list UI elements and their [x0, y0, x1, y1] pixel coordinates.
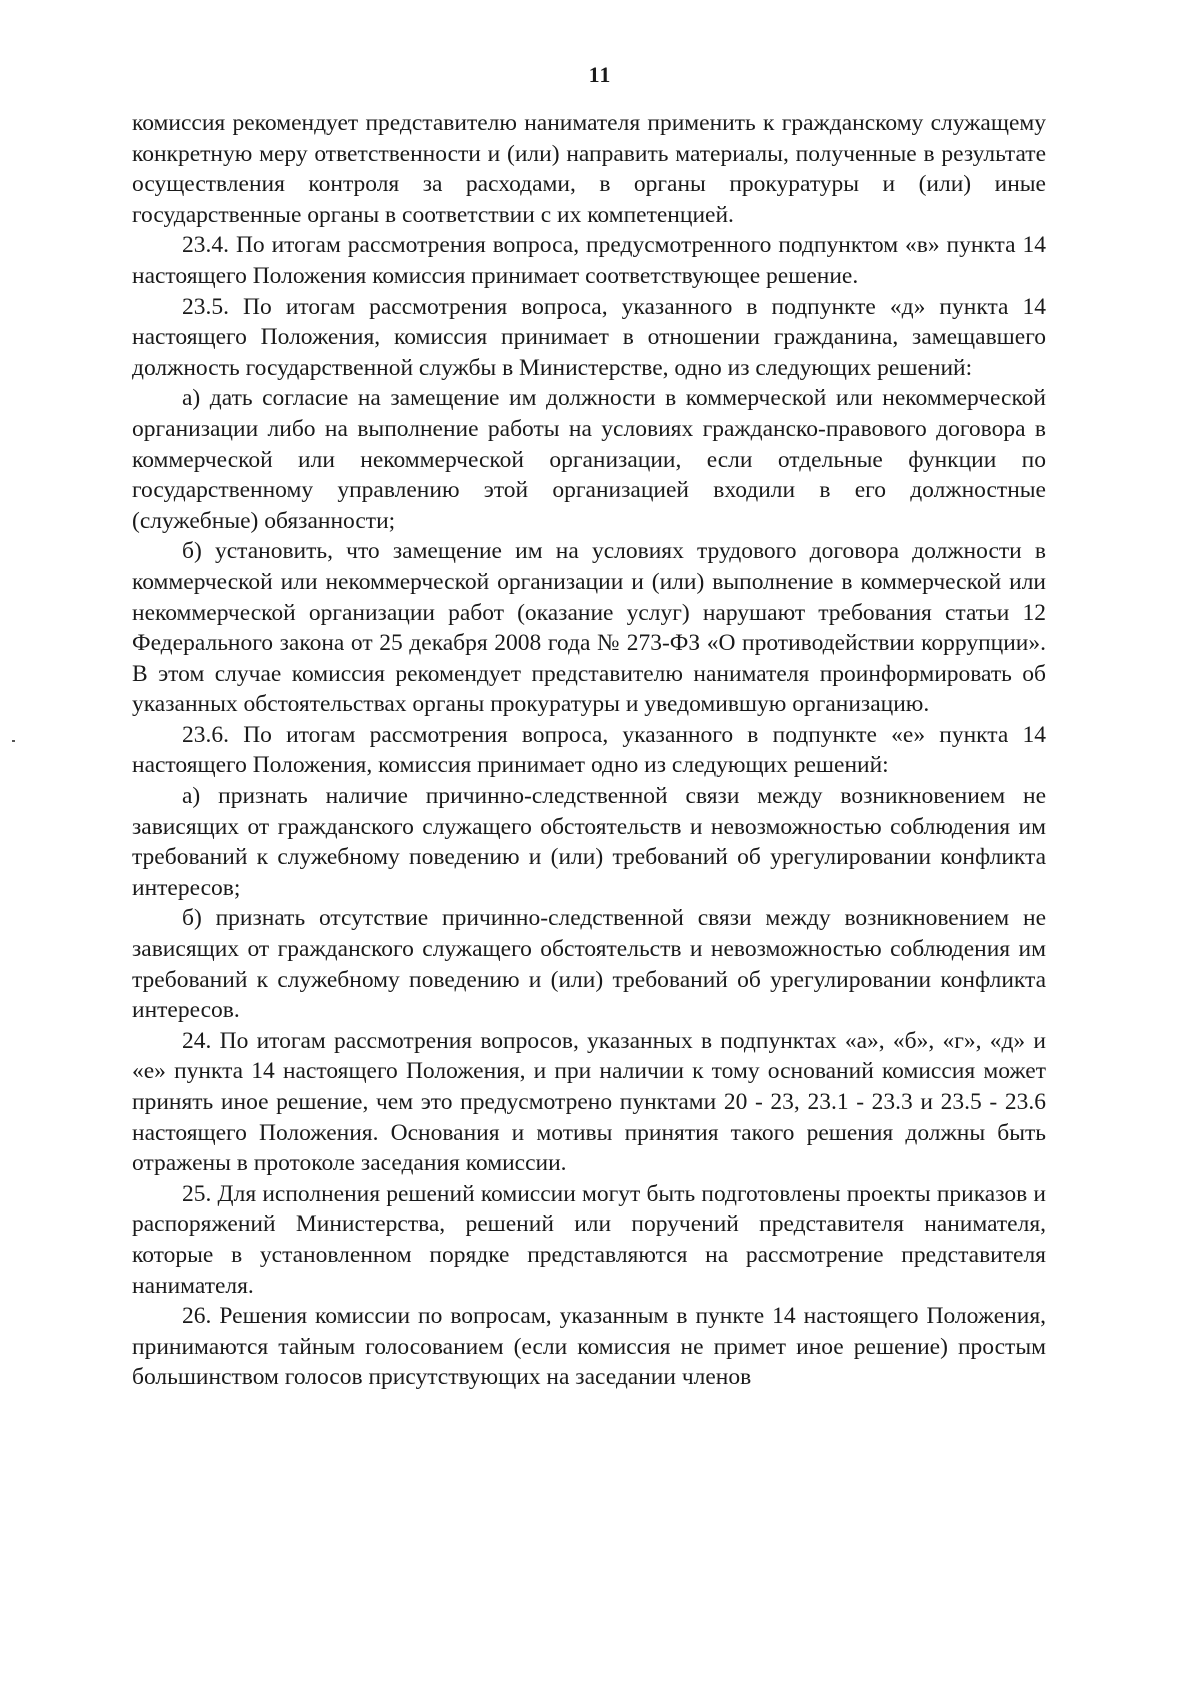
- paragraph-23-6: 23.6. По итогам рассмотрения вопроса, указанного в подпункте «е» пункта 14 настоящего Положения, комиссия принимает одно из следующих решений:: [132, 721, 1046, 779]
- scan-speck: [12, 740, 15, 742]
- document-body: [132, 108, 1046, 1393]
- paragraph-23-5-b: б) установить, что замещение им на условиях трудового договора должности в коммерческой или некоммерческой организации и (или) выполнение в коммерческой или некоммерческой организации работ (оказание услуг) нарушают требования статьи 12 Федерального закона от 25 декабря 2008 года № 273-ФЗ «О противодействии коррупции». В этом случае комиссия рекомендует представителю нанимателя проинформировать об указанных обстоятельствах органы прокуратуры и уведомившую организацию.: [132, 538, 1046, 718]
- paragraph-25: 25. Для исполнения решений комиссии могут быть подготовлены проекты приказов и распоряжений Министерства, решений или поручений представителя нанимателя, которые в установленном порядке представляются на рассмотрение представителя нанимателя.: [132, 1180, 1046, 1299]
- paragraph-23-6-b: б) признать отсутствие причинно-следственной связи между возникновением не зависящих от гражданского служащего обстоятельств и невозможностью соблюдения им требований к служебному поведению и (или) требований об урегулировании конфликта интересов.: [132, 905, 1046, 1024]
- paragraph-23-5-a: а) дать согласие на замещение им должности в коммерческой или некоммерческой организации либо на выполнение работы на условиях гражданско-правового договора в коммерческой или некоммерческой организации, если отдельные функции по государственному управлению этой организацией входили в его должностные (служебные) обязанности;: [132, 385, 1046, 534]
- paragraph-23-4: 23.4. По итогам рассмотрения вопроса, предусмотренного подпунктом «в» пункта 14 настоящего Положения комиссия принимает соответствующее решение.: [132, 232, 1046, 289]
- paragraph-23-6-a: а) признать наличие причинно-следственной связи между возникновением не зависящих от гражданского служащего обстоятельств и невозможностью соблюдения им требований к служебному поведению и (или) требований об урегулировании конфликта интересов;: [132, 783, 1046, 901]
- paragraph-24: 24. По итогам рассмотрения вопросов, указанных в подпунктах «а», «б», «г», «д» и «е» пункта 14 настоящего Положения, и при наличии к тому оснований комиссия может принять иное решение, чем это предусмотрено пунктами 20 - 23, 23.1 - 23.3 и 23.5 - 23.6 настоящего Положения. Основания и мотивы принятия такого решения должны быть отражены в протоколе заседания комиссии.: [132, 1027, 1046, 1177]
- paragraph-26: 26. Решения комиссии по вопросам, указанным в пункте 14 настоящего Положения, принимаются тайным голосованием (если комиссия не примет иное решение) простым большинством голосов присутствующих на заседании членов: [132, 1303, 1046, 1391]
- paragraph-commission-recommendation: комиссия рекомендует представителю нанимателя применить к гражданскому служащему конкретную меру ответственности и (или) направить материалы, полученные в результате осуществления контроля за расходами, в органы прокуратуры и (или) иные государственные органы в соответствии с их компетенцией.: [132, 110, 1046, 228]
- paragraph-23-5: 23.5. По итогам рассмотрения вопроса, указанного в подпункте «д» пункта 14 настоящего Положения, комиссия принимает в отношении гражданина, замещавшего должность государственной службы в Министерстве, одно из следующих решений:: [132, 293, 1046, 381]
- page-number: 11: [588, 62, 612, 87]
